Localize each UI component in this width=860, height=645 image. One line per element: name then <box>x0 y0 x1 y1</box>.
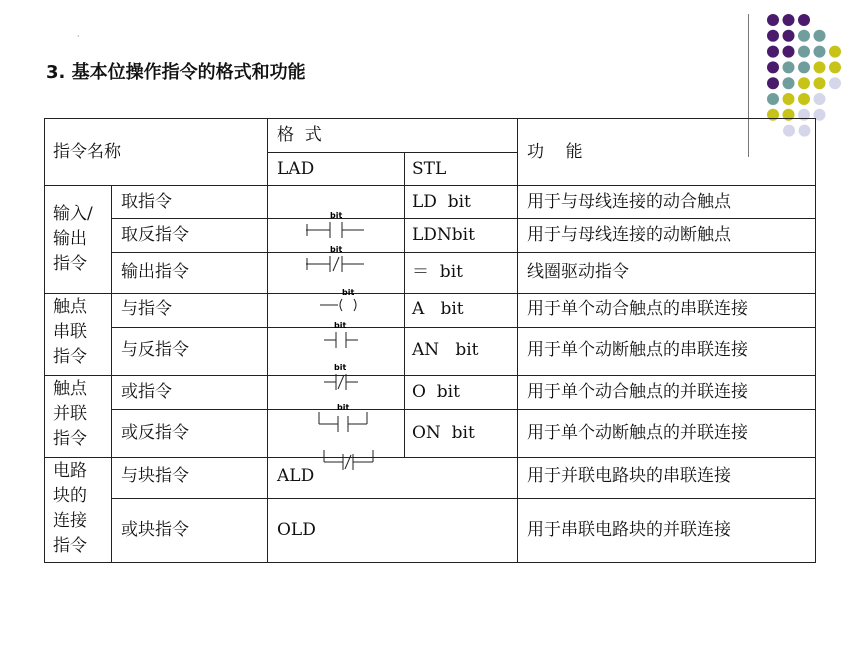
decor-dot <box>798 46 810 58</box>
row-name: 与反指令 <box>121 340 189 360</box>
row-function: 用于单个动断触点的串联连接 <box>527 340 748 360</box>
decor-dot <box>798 14 810 26</box>
decorative-dot: · <box>77 32 80 41</box>
row-stl: ＝ bit <box>412 262 463 282</box>
header-stl: STL <box>412 159 447 179</box>
row-function: 用于单个动合触点的并联连接 <box>527 382 748 402</box>
series-no-contact-icon <box>320 318 364 350</box>
column-divider <box>111 185 112 563</box>
decor-dot <box>814 77 826 89</box>
row-stl: ALD <box>277 466 315 486</box>
row-name: 输出指令 <box>121 262 189 282</box>
row-function: 用于单个动合触点的串联连接 <box>527 299 748 319</box>
row-stl: LDNbit <box>412 225 475 245</box>
decor-dot <box>783 30 795 42</box>
column-divider <box>267 118 268 563</box>
row-name: 或块指令 <box>121 520 189 540</box>
decor-dot <box>798 93 810 105</box>
decor-dot <box>767 30 779 42</box>
decor-dot <box>829 46 841 58</box>
decor-dot <box>814 46 826 58</box>
decor-dot <box>783 14 795 26</box>
lad-bit-label: bit <box>330 211 343 220</box>
table-border-left <box>44 118 45 563</box>
lad-bit-label: bit <box>334 321 347 330</box>
row-function: 用于与母线连接的动合触点 <box>527 192 731 212</box>
column-divider <box>517 118 518 563</box>
row-name: 与指令 <box>121 299 172 319</box>
row-stl: AN bit <box>412 340 479 360</box>
row-stl: LD bit <box>412 192 471 212</box>
coil-icon <box>316 286 366 314</box>
decor-dot <box>783 61 795 73</box>
lad-bit-label: bit <box>342 288 355 297</box>
slide-title: 3. 基本位操作指令的格式和功能 <box>46 62 306 83</box>
row-stl: O bit <box>412 382 460 402</box>
header-function: 功 能 <box>527 142 583 162</box>
row-divider <box>111 327 816 328</box>
group-label-block: 电路 块的 连接 指令 <box>53 461 87 556</box>
column-divider <box>404 152 405 457</box>
decor-dot <box>767 61 779 73</box>
row-name: 与块指令 <box>121 466 189 486</box>
group-divider <box>44 375 816 376</box>
decor-dot <box>829 77 841 89</box>
group-label-series: 触点 串联 指令 <box>53 297 87 367</box>
row-function: 用于与母线连接的动断触点 <box>527 225 731 245</box>
decor-dot <box>783 46 795 58</box>
lad-bit-label: bit <box>337 403 350 412</box>
header-format: 格 式 <box>277 125 322 145</box>
row-name: 或反指令 <box>121 423 189 443</box>
parallel-no-contact-icon <box>314 400 374 432</box>
table-border-bottom <box>44 562 816 563</box>
group-divider <box>44 457 816 458</box>
decor-dot <box>767 46 779 58</box>
parallel-nc-contact-icon <box>320 446 380 472</box>
decor-dot <box>798 77 810 89</box>
decor-dot <box>814 61 826 73</box>
table-border-right <box>815 118 816 563</box>
decor-dot <box>783 93 795 105</box>
contact-nc-icon <box>306 242 366 274</box>
row-function: 用于串联电路块的并联连接 <box>527 520 731 540</box>
row-function: 用于单个动断触点的并联连接 <box>527 423 748 443</box>
row-stl: OLD <box>277 520 316 540</box>
row-function: 用于并联电路块的串联连接 <box>527 466 731 486</box>
row-name: 取指令 <box>121 192 172 212</box>
row-divider <box>111 252 816 253</box>
row-function: 线圈驱动指令 <box>527 262 629 282</box>
instruction-table <box>44 118 816 563</box>
decor-dot <box>767 14 779 26</box>
row-name: 取反指令 <box>121 225 189 245</box>
group-divider <box>44 293 816 294</box>
decor-dot <box>829 61 841 73</box>
header-lad: LAD <box>277 159 315 179</box>
header-instruction-name: 指令名称 <box>53 142 121 162</box>
header-bottom-line <box>44 185 816 186</box>
decor-dot <box>798 30 810 42</box>
row-divider <box>111 218 816 219</box>
row-stl: A bit <box>412 299 464 319</box>
contact-no-icon <box>306 208 366 238</box>
decor-dot <box>767 93 779 105</box>
decor-dot <box>798 61 810 73</box>
row-stl: ON bit <box>412 423 475 443</box>
row-divider <box>111 409 816 410</box>
decor-dot <box>783 77 795 89</box>
decor-dot <box>814 93 826 105</box>
row-name: 或指令 <box>121 382 172 402</box>
group-label-parallel: 触点 并联 指令 <box>53 379 87 449</box>
decor-dot <box>814 30 826 42</box>
table-border-top <box>44 118 816 119</box>
lad-bit-label: bit <box>334 363 347 372</box>
decor-dot <box>767 77 779 89</box>
lad-bit-label: bit <box>330 245 343 254</box>
header-divider <box>267 152 517 153</box>
group-label-io: 输入/ 输出 指令 <box>53 204 93 274</box>
series-nc-contact-icon <box>320 360 364 392</box>
row-divider <box>111 498 816 499</box>
